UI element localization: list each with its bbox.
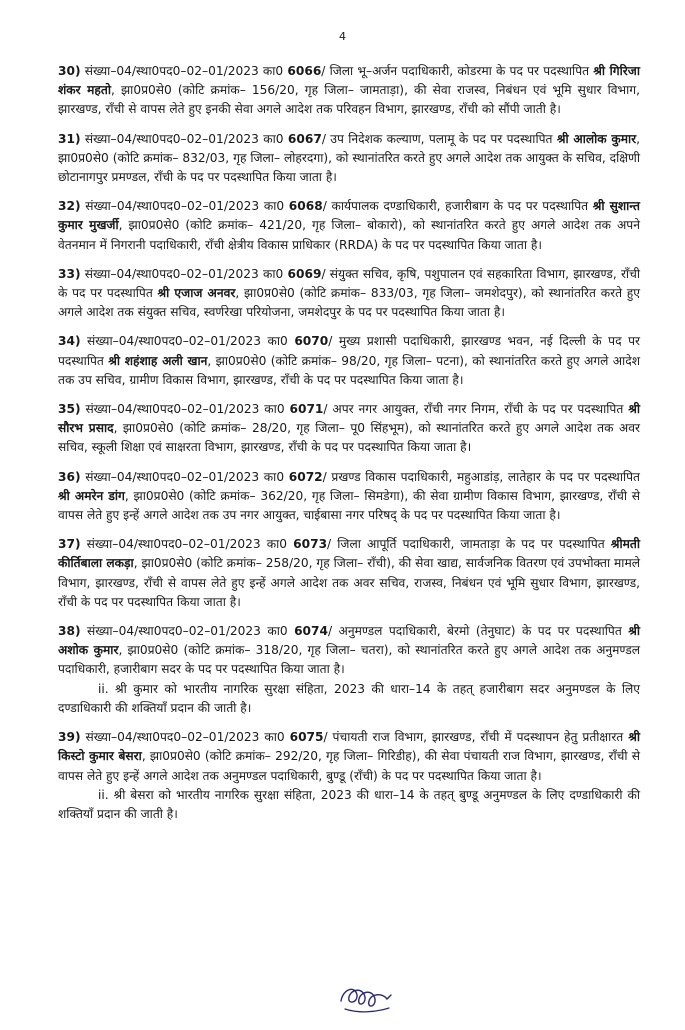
- order-paragraph: [58, 62, 640, 120]
- order-number: 32): [58, 199, 81, 214]
- order-39: [58, 728, 640, 824]
- order-paragraph: [58, 400, 640, 458]
- order-38: [58, 622, 640, 718]
- order-ref: संख्या–04/स्था0पद0–02–01/2023 का0: [85, 199, 289, 214]
- order-text-pre: / प्रखण्ड विकास पदाधिकारी, महुआडांड़, लातेहार के पद पर पदस्थापित: [322, 469, 641, 484]
- order-ref-number: 6070: [294, 334, 329, 349]
- officer-name: श्री अमरेन डांग: [58, 488, 125, 503]
- order-text-pre: / संयुक्त सचिव, कृषि, पशुपालन एवं सहकारिता विभाग, झारखण्ड, राँची के पद पर पदस्थापित: [58, 266, 640, 301]
- order-ref: संख्या–04/स्था0पद0–02–01/2023 का0: [84, 266, 288, 281]
- order-text-post: , झा0प्र0से0 (कोटि क्रमांक– 318/20, गृह जिला– चतरा), को स्थानांतरित करते हुए अगले आदेश तक अनुमण्डल पदाधिकारी, हजारीबाग सदर के पद पर पदस्थापित किया जाता है।: [58, 643, 640, 677]
- order-text-post: , झा0प्र0से0 (कोटि क्रमांक– 98/20, गृह जिला– पटना), को स्थानांतरित करते हुए अगले आदेश तक उप सचिव, ग्रामीण विकास विभाग, झारखण्ड, राँची के पद पर पदस्थापित किया जाता है।: [58, 353, 640, 387]
- officer-name: श्री गिरिजा शंकर महतो: [58, 64, 640, 98]
- order-text-post: , झा0प्र0से0 (कोटि क्रमांक– 258/20, गृह जिला– राँची), की सेवा खाद्य, सार्वजनिक वितरण एवं उपभोक्ता मामले विभाग, झारखण्ड, राँची से वापस लेते हुए इन्हें अगले आदेश तक अवर सचिव, राजस्व, निबंधन एवं भूमि सुधार विभाग, झारखण्ड, राँची के पद पर पदस्थापित किया जाता है।: [58, 556, 641, 609]
- order-text-pre: / कार्यपालक दण्डाधिकारी, हजारीबाग के पद पर पदस्थापित: [322, 199, 593, 214]
- order-33: [58, 265, 640, 323]
- order-sub-note: ii. श्री कुमार को भारतीय नागरिक सुरक्षा संहिता, 2023 की धारा–14 के तहत् हजारीबाग सदर अनुमण्डल के लिए दण्डाधिकारी की शक्तियाँ प्रदान की जाती है।: [58, 681, 640, 715]
- order-ref: संख्या–04/स्था0पद0–02–01/2023 का0: [85, 402, 290, 417]
- officer-name: श्री किस्टो कुमार बेसरा: [58, 730, 640, 764]
- order-number: 30): [58, 64, 81, 78]
- order-text-pre: / अपर नगर आयुक्त, राँची नगर निगम, राँची के पद पर पदस्थापित: [323, 402, 629, 417]
- order-text-post: , झा0प्र0से0 (कोटि क्रमांक– 28/20, गृह जिला– पू0 सिंहभूम), को स्थानांतरित करते हुए अगले आदेश तक अवर सचिव, स्कूली शिक्षा एवं साक्षरता विभाग, झारखण्ड, राँची के पद पर पदस्थापित किया जाता है।: [58, 421, 641, 455]
- signature-icon: [335, 975, 395, 1017]
- officer-name: श्री सुशान्त कुमार मुखर्जी: [58, 199, 640, 233]
- order-32: [58, 197, 640, 255]
- order-text-post: , झा0प्र0से0 (कोटि क्रमांक– 832/03, गृह जिला– लोहरदगा), को स्थानांतरित करते हुए अगले आदेश तक आयुक्त के सचिव, दक्षिणी छोटानागपुर प्रमण्डल, राँची के पद पर पदस्थापित किया जाता है।: [58, 131, 641, 185]
- order-number: 39): [58, 730, 81, 745]
- order-ref-number: 6075: [289, 730, 324, 745]
- order-paragraph: [58, 130, 640, 188]
- signature-stroke: [341, 989, 391, 1006]
- order-number: 36): [58, 469, 81, 484]
- order-ref: संख्या–04/स्था0पद0–02–01/2023 का0: [86, 624, 295, 639]
- order-paragraph: [58, 622, 640, 680]
- order-34: [58, 332, 640, 390]
- order-ref-number: 6071: [289, 402, 324, 417]
- order-text-pre: / जिला आपूर्ति पदाधिकारी, जामताड़ा के पद पर पदस्थापित: [327, 537, 611, 552]
- officer-name: श्री शहंशाह अली खान: [108, 353, 208, 368]
- order-text-post: , झा0प्र0से0 (कोटि क्रमांक– 362/20, गृह जिला– सिमडेगा), की सेवा ग्रामीण विकास विभाग, झारखण्ड, राँची से वापस लेते हुए इन्हें अगले आदेश तक उप नगर आयुक्त, चाईबासा नगर परिषद् के पद पर पदस्थापित किया जाता है।: [58, 488, 640, 523]
- officer-name: श्री एजाज अनवर: [157, 286, 236, 301]
- page-number: 4: [339, 30, 346, 43]
- order-ref-number: 6074: [294, 624, 328, 639]
- order-paragraph: [58, 265, 640, 323]
- order-text-post: , झा0प्र0से0 (कोटि क्रमांक– 292/20, गृह जिला– गिरिडीह), की सेवा पंचायती राज विभाग, झारखण्ड, राँची से वापस लेते हुए इन्हें अगले आदेश तक अनुमण्डल पदाधिकारी, बुण्डू (राँची) के पद पर पदस्थापित किया जाता है।: [58, 749, 640, 783]
- order-text-pre: / मुख्य प्रशासी पदाधिकारी, झारखण्ड भवन, नई दिल्ली के पद पर पदस्थापित: [58, 334, 640, 368]
- order-text-post: , झा0प्र0से0 (कोटि क्रमांक– 156/20, गृह जिला– जामताड़ा), की सेवा राजस्व, निबंधन एवं भूमि सुधार विभाग, झारखण्ड, राँची से वापस लेते हुए इनकी सेवा अगले आदेश तक परिवहन विभाग, झारखण्ड, राँची को सौंपी जाती है।: [58, 83, 640, 117]
- officer-name: श्री अशोक कुमार: [58, 624, 641, 658]
- order-ref: संख्या–04/स्था0पद0–02–01/2023 का0: [86, 537, 294, 552]
- orders-list: [58, 62, 640, 824]
- order-text-post: , झा0प्र0से0 (कोटि क्रमांक– 833/03, गृह जिला– जमशेदपुर), को स्थानांतरित करते हुए अगले आदेश तक संयुक्त सचिव, स्वर्णरेखा परियोजना, जमशेदपुर के पद पर पदस्थापित किया जाता है।: [58, 286, 640, 320]
- order-number: 34): [58, 334, 81, 349]
- order-paragraph: [58, 332, 640, 390]
- order-text-post: , झा0प्र0से0 (कोटि क्रमांक– 421/20, गृह जिला– बोकारो), को स्थानांतरित करते हुए अगले आदेश तक अपने वेतनमान में निगरानी पदाधिकारी, राँची क्षेत्रीय विकास प्राधिकार (RRDA) के पद पर पदस्थापित किया जाता है।: [58, 218, 640, 252]
- order-number: 35): [58, 402, 81, 417]
- order-ref: संख्या–04/स्था0पद0–02–01/2023 का0: [84, 131, 288, 146]
- order-31: [58, 130, 640, 188]
- officer-name: श्री आलोक कुमार: [556, 131, 637, 146]
- order-sub-note: ii. श्री बेसरा को भारतीय नागरिक सुरक्षा संहिता, 2023 की धारा–14 के तहत् बुण्डू अनुमण्डल के लिए दण्डाधिकारी की शक्तियाँ प्रदान की जाती है।: [58, 787, 640, 821]
- order-ref-number: 6068: [288, 199, 323, 214]
- order-text-pre: / अनुमण्डल पदाधिकारी, बेरमो (तेनुघाट) के पद पर पदस्थापित: [327, 624, 629, 639]
- order-ref-number: 6066: [287, 64, 322, 78]
- order-text-pre: / पंचायती राज विभाग, झारखण्ड, राँची में पदस्थापन हेतु प्रतीक्षारत: [323, 730, 629, 745]
- order-text-pre: / उप निदेशक कल्याण, पलामू के पद पर पदस्थापित: [321, 131, 557, 146]
- order-ref-number: 6073: [293, 537, 328, 552]
- order-paragraph: [58, 535, 640, 612]
- order-ref: संख्या–04/स्था0पद0–02–01/2023 का0: [87, 334, 295, 349]
- signature-underline: [345, 1008, 389, 1012]
- order-37: [58, 535, 640, 612]
- order-ref: संख्या–04/स्था0पद0–02–01/2023 का0: [84, 64, 288, 78]
- order-paragraph: [58, 468, 640, 526]
- order-ref-number: 6067: [287, 131, 322, 146]
- order-number: 33): [58, 266, 81, 281]
- order-text-pre: / जिला भू–अर्जन पदाधिकारी, कोडरमा के पद पर पदस्थापित: [321, 64, 594, 78]
- order-ref: संख्या–04/स्था0पद0–02–01/2023 का0: [85, 730, 290, 745]
- order-number: 37): [58, 537, 81, 552]
- order-ref-number: 6069: [287, 266, 322, 281]
- order-number: 31): [58, 131, 81, 146]
- order-ref-number: 6072: [288, 469, 323, 484]
- order-paragraph: [58, 728, 640, 786]
- order-30: [58, 62, 640, 120]
- officer-name: श्रीमती कीर्तिबाला लकड़ा: [58, 537, 640, 571]
- order-ref: संख्या–04/स्था0पद0–02–01/2023 का0: [85, 469, 289, 484]
- order-36: [58, 468, 640, 526]
- officer-name: श्री सौरभ प्रसाद: [58, 402, 640, 436]
- order-35: [58, 400, 640, 458]
- order-number: 38): [58, 624, 81, 639]
- order-paragraph: [58, 197, 640, 255]
